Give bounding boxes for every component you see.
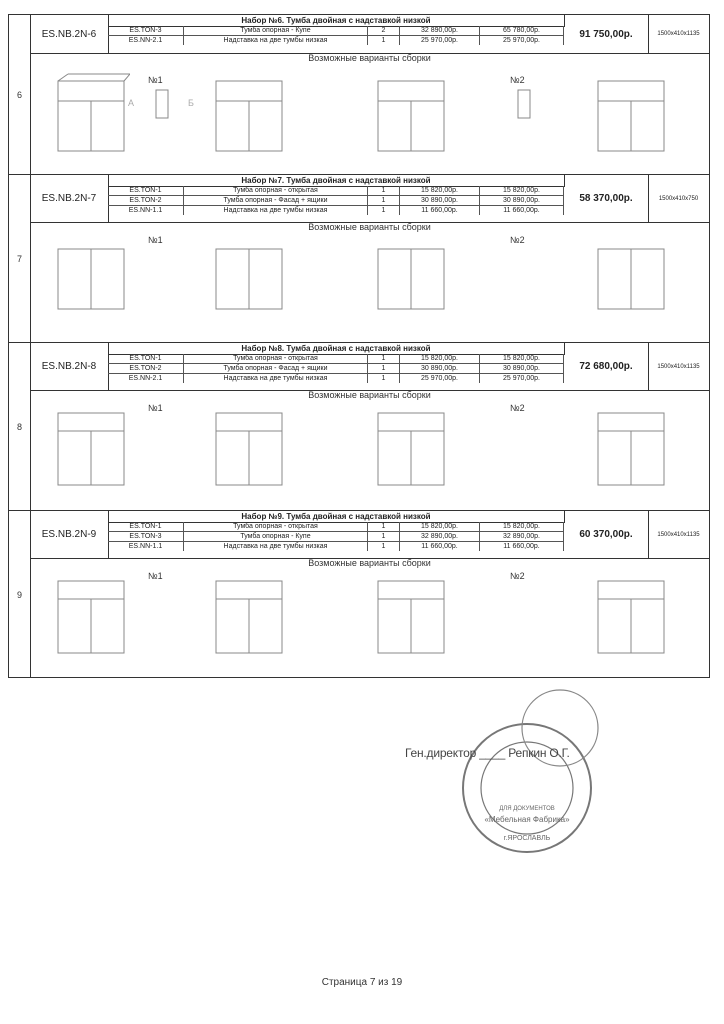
cabinet-drawing-icon <box>370 71 450 166</box>
variant-2-label: №2 <box>510 75 525 85</box>
variants-title: Возможные варианты сборки <box>308 222 431 232</box>
set-header <box>30 15 709 54</box>
table-row: ES.TON-1 Тумба опорная - открытая 1 15 820,00р. 15 820,00р. <box>108 186 564 196</box>
cabinet-drawing-icon <box>590 237 670 332</box>
set-total-price: 91 750,00р. <box>564 15 649 53</box>
cabinet-side-icon <box>517 89 531 119</box>
cabinet-drawing-icon <box>208 573 288 668</box>
set-dimensions: 1500х410х1135 <box>657 363 700 370</box>
svg-text:г.ЯРОСЛАВЛЬ: г.ЯРОСЛАВЛЬ <box>503 835 551 842</box>
variant-1-label: №1 <box>148 75 163 85</box>
variant-2-label: №2 <box>510 571 525 581</box>
set-code: ES.NB.2N-7 <box>30 175 109 222</box>
set-code: ES.NB.2N-8 <box>30 343 109 390</box>
table-row: ES.NN-2.1 Надставка на две тумбы низкая 1 25 970,00р. 25 970,00р. <box>108 374 564 383</box>
set-number: 8 <box>9 343 31 510</box>
cabinet-drawing-icon <box>590 405 670 500</box>
variant-1-label: №1 <box>148 235 163 245</box>
cabinet-drawing-icon <box>50 405 130 500</box>
variant-2-label: №2 <box>510 235 525 245</box>
set-number: 7 <box>9 175 31 342</box>
cabinet-side-icon <box>155 89 169 119</box>
table-row: ES.TON-3 Тумба опорная - Купе 1 32 890,00р. 32 890,00р. <box>108 532 564 542</box>
cabinet-drawing-icon <box>50 71 130 166</box>
set-title: Набор №8. Тумба двойная с надставкой низкой <box>108 343 565 355</box>
set-block-6: 6 ES.NB.2N-6 Набор №6. Тумба двойная с надставкой низкой ES.TON-3 Тумба опорная - Купе 2 32 890,00р. 65 780,00р. ES.NN-2.1 Надставка на две тумбы низкая 1 25 970,00р. 25 970,00р. 91 750,00р. 1500х410х1135 Возможные варианты сборки №1 А Б №2 <box>9 15 709 174</box>
table-row: ES.NN-2.1 Надставка на две тумбы низкая 1 25 970,00р. 25 970,00р. <box>108 36 564 45</box>
variants-title: Возможные варианты сборки <box>308 558 431 568</box>
set-dimensions: 1500х410х1135 <box>657 531 700 538</box>
variant-2-label: №2 <box>510 403 525 413</box>
set-header <box>30 511 709 559</box>
set-title: Набор №9. Тумба двойная с надставкой низкой <box>108 511 565 523</box>
set-title: Набор №6. Тумба двойная с надставкой низкой <box>108 15 565 27</box>
set-items <box>108 522 564 551</box>
table-row: ES.TON-1 Тумба опорная - открытая 1 15 820,00р. 15 820,00р. <box>108 354 564 364</box>
cabinet-drawing-icon <box>590 573 670 668</box>
set-code: ES.NB.2N-6 <box>30 15 109 53</box>
variant-1-label: №1 <box>148 571 163 581</box>
cabinet-drawing-icon <box>50 237 130 332</box>
set-block-8 <box>9 342 709 510</box>
set-number: 9 <box>9 511 31 678</box>
set-header <box>30 175 709 223</box>
table-row: ES.TON-3 Тумба опорная - Купе 2 32 890,00р. 65 780,00р. <box>108 26 564 36</box>
variant-1-label: №1 <box>148 403 163 413</box>
cabinet-drawing-icon <box>208 405 288 500</box>
set-total-price: 58 370,00р. <box>564 175 649 222</box>
set-total-price: 60 370,00р. <box>564 511 649 558</box>
cabinet-drawing-icon <box>370 573 450 668</box>
table-row: ES.TON-1 Тумба опорная - открытая 1 15 820,00р. 15 820,00р. <box>108 522 564 532</box>
table-row: ES.TON-2 Тумба опорная - Фасад + ящики 1 30 890,00р. 30 890,00р. <box>108 196 564 206</box>
set-dimensions: 1500х410х750 <box>658 195 699 202</box>
set-items <box>108 354 564 383</box>
set-block-9 <box>9 510 709 678</box>
cabinet-drawing-icon <box>50 573 130 668</box>
set-block-7 <box>9 174 709 342</box>
variants-title: Возможные варианты сборки <box>308 53 431 63</box>
set-code: ES.NB.2N-9 <box>30 511 109 558</box>
set-total-price: 72 680,00р. <box>564 343 649 390</box>
svg-text:«Мебельная Фабрика»: «Мебельная Фабрика» <box>484 815 570 824</box>
cabinet-drawing-icon <box>590 71 670 166</box>
variants-title: Возможные варианты сборки <box>308 390 431 400</box>
page-footer: Страница 7 из 19 <box>321 977 403 988</box>
svg-text:ДЛЯ ДОКУМЕНТОВ: ДЛЯ ДОКУМЕНТОВ <box>499 806 555 812</box>
set-dimensions: 1500х410х1135 <box>657 31 700 37</box>
cabinet-drawing-icon <box>370 405 450 500</box>
set-items <box>108 26 564 45</box>
table-row: ES.TON-2 Тумба опорная - Фасад + ящики 1 30 890,00р. 30 890,00р. <box>108 364 564 374</box>
cabinet-drawing-icon <box>208 237 288 332</box>
price-sheet <box>8 14 710 678</box>
signature-line: Ген.директор ____ Репкин О.Г. <box>405 746 570 760</box>
set-title: Набор №7. Тумба двойная с надставкой низкой <box>108 175 565 187</box>
set-header <box>30 343 709 391</box>
set-items <box>108 186 564 215</box>
company-stamp <box>455 688 605 858</box>
cabinet-drawing-icon <box>208 71 288 166</box>
table-row: ES.NN-1.1 Надставка на две тумбы низкая 1 11 660,00р. 11 660,00р. <box>108 206 564 215</box>
table-row: ES.NN-1.1 Надставка на две тумбы низкая 1 11 660,00р. 11 660,00р. <box>108 542 564 551</box>
cabinet-drawing-icon <box>370 237 450 332</box>
set-number: 6 <box>9 15 31 174</box>
